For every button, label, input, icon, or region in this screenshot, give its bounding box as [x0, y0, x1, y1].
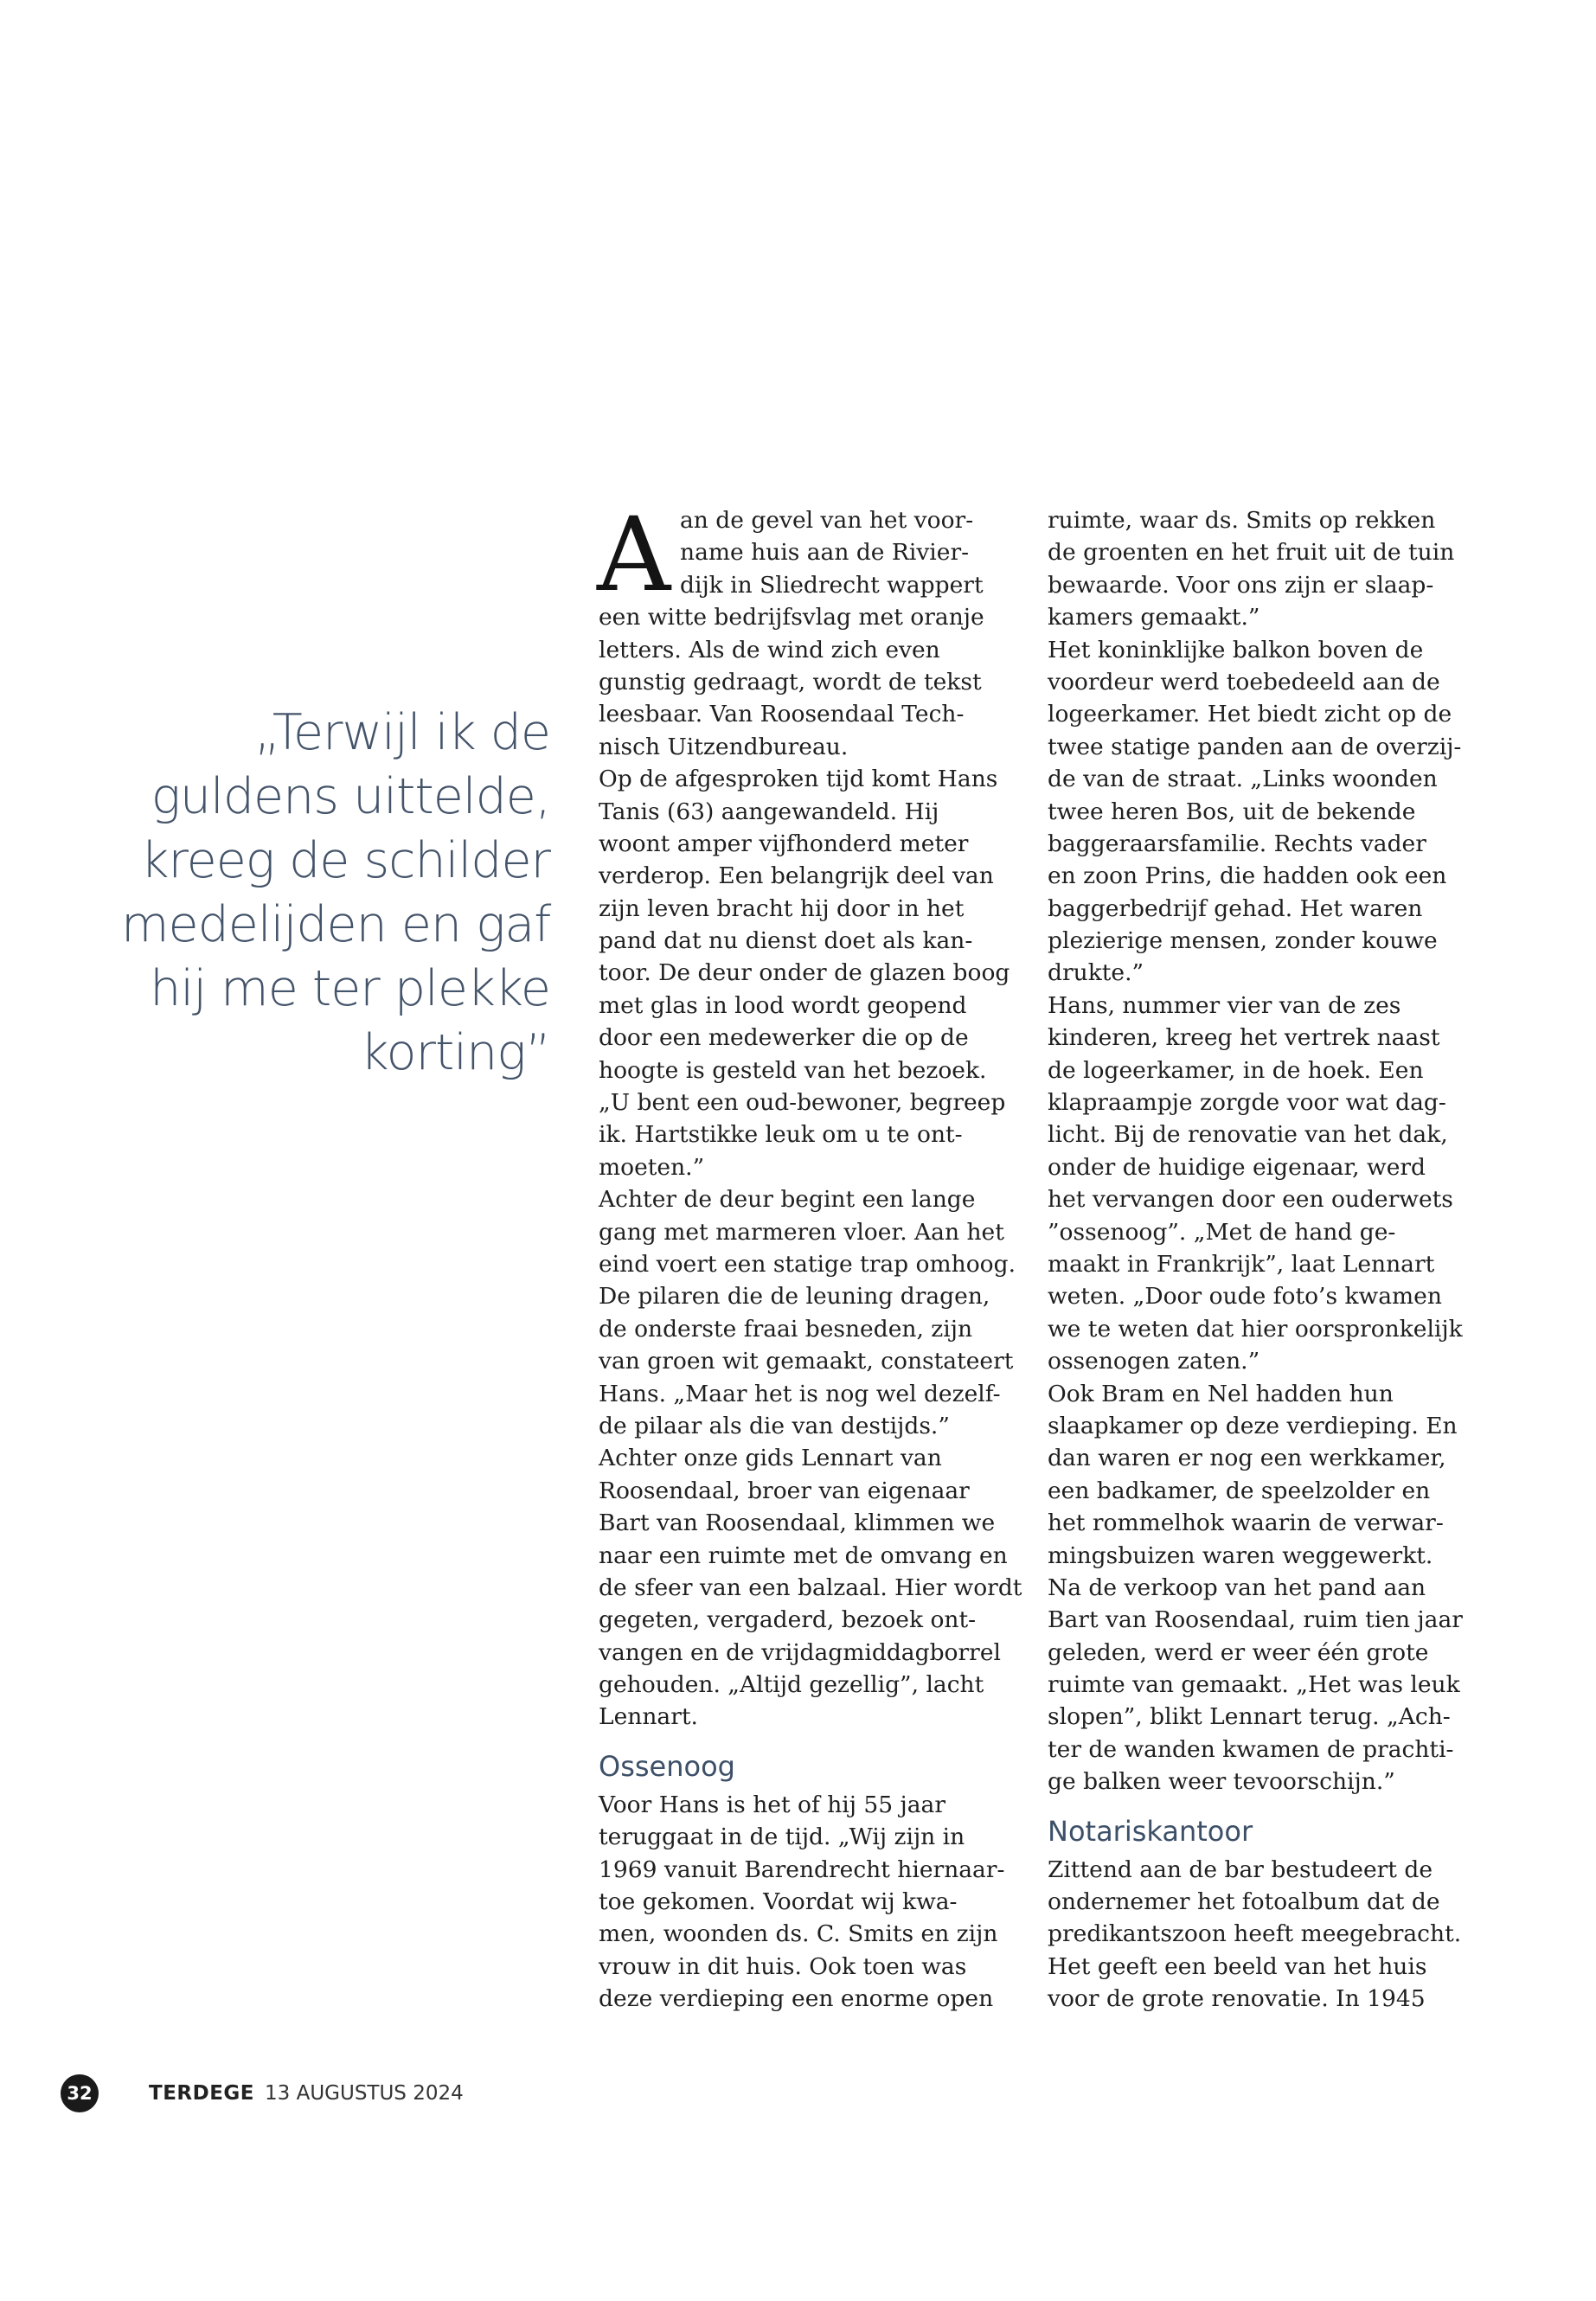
text-line: ge balken weer tevoorschijn.”: [1048, 1768, 1395, 1796]
subheading-ossenoog: Ossenoog: [599, 1749, 735, 1783]
issue-date: 13 AUGUSTUS 2024: [265, 2082, 464, 2105]
pull-quote-line: „Terwijl ik de: [254, 704, 550, 761]
article-column-2: [1048, 504, 1463, 2016]
text-line: Achter de deur begint een lange: [599, 1186, 976, 1214]
text-line: pand dat nu dienst doet als kan-: [599, 927, 973, 955]
text-line: verderop. Een belangrijk deel van: [599, 862, 994, 890]
pull-quote-line: korting”: [360, 1024, 550, 1081]
text-line: dan waren er nog een werkkamer,: [1048, 1445, 1446, 1472]
text-line: van groen wit gemaakt, constateert: [599, 1348, 1014, 1375]
pull-quote: [121, 701, 550, 1085]
drop-cap: A: [597, 495, 671, 614]
text-line: de onderste fraai besneden, zijn: [599, 1315, 973, 1343]
text-line: ondernemer het fotoalbum dat de: [1048, 1888, 1440, 1916]
text-line: vangen en de vrijdagmiddagborrel: [599, 1638, 1001, 1666]
text-line: leesbaar. Van Roosendaal Tech-: [599, 701, 965, 728]
magazine-brand: TERDEGE: [149, 2082, 255, 2105]
text-line: ruimte, waar ds. Smits op rekken: [1048, 507, 1436, 534]
text-line: klapraampje zorgde voor wat dag-: [1048, 1089, 1446, 1117]
text-line: een badkamer, de speelzolder en: [1048, 1477, 1431, 1504]
text-line: voor de grote renovatie. In 1945: [1048, 1985, 1426, 2013]
text-line: licht. Bij de renovatie van het dak,: [1048, 1121, 1448, 1149]
article-body: [599, 1789, 1014, 2016]
text-line: baggerbedrijf gehad. Het waren: [1048, 894, 1423, 922]
text-line: baggeraarsfamilie. Rechts vader: [1048, 830, 1426, 857]
text-line: gunstig gedraagt, wordt de tekst: [599, 668, 982, 695]
text-line: moeten.”: [599, 1153, 705, 1181]
text-line: weten. „Door oude foto’s kwamen: [1048, 1283, 1442, 1311]
text-line: en zoon Prins, die hadden ook een: [1048, 862, 1447, 890]
text-line: Het koninklijke balkon boven de: [1048, 636, 1424, 663]
text-line: Tanis (63) aangewandeld. Hij: [599, 798, 939, 825]
pull-quote-line: medelijden en gaf: [121, 896, 551, 953]
text-line: slopen”, blikt Lennart terug. „Ach-: [1048, 1703, 1451, 1731]
text-line: Na de verkoop van het pand aan: [1048, 1574, 1426, 1601]
text-line: toor. De deur onder de glazen boog: [599, 959, 1010, 987]
article-body: [1048, 1854, 1463, 2016]
text-line: drukte.”: [1048, 959, 1144, 987]
text-line: Zittend aan de bar bestudeert de: [1048, 1856, 1433, 1883]
pull-quote-line: guldens uittelde,: [151, 768, 550, 825]
text-line: kamers gemaakt.”: [1048, 604, 1260, 631]
text-line: logeerkamer. Het biedt zicht op de: [1048, 701, 1452, 728]
text-line: naar een ruimte met de omvang en: [599, 1541, 1008, 1569]
pull-quote-line: hij me ter plekke: [150, 960, 550, 1017]
text-line: zijn leven bracht hij door in het: [599, 894, 965, 922]
text-line: Hans. „Maar het is nog wel dezelf-: [599, 1380, 1001, 1407]
page-footer: [61, 2074, 464, 2112]
text-line: de van de straat. „Links woonden: [1048, 766, 1438, 793]
text-line: met glas in lood wordt geopend: [599, 991, 967, 1019]
page-number-badge: 32: [61, 2074, 99, 2112]
text-line: Ook Bram en Nel hadden hun: [1048, 1380, 1394, 1407]
text-line: vrouw in dit huis. Ook toen was: [599, 1952, 967, 1980]
text-line: deze verdieping een enorme open: [599, 1985, 994, 2013]
text-line: een witte bedrijfsvlag met oranje: [599, 604, 984, 631]
subheading-notariskantoor: Notariskantoor: [1048, 1814, 1253, 1848]
text-line: ik. Hartstikke leuk om u te ont-: [599, 1121, 963, 1149]
text-line: hoogte is gesteld van het bezoek.: [599, 1056, 987, 1084]
text-line: twee heren Bos, uit de bekende: [1048, 798, 1416, 825]
text-line: name huis aan de Rivier-: [680, 539, 970, 567]
text-line: 1969 vanuit Barendrecht hiernaar-: [599, 1856, 1005, 1883]
text-line: plezierige mensen, zonder kouwe: [1048, 927, 1438, 955]
text-line: bewaarde. Voor ons zijn er slaap-: [1048, 571, 1434, 599]
text-line: letters. Als de wind zich even: [599, 636, 940, 663]
text-line: Lennart.: [599, 1703, 698, 1731]
text-line: teruggaat in de tijd. „Wij zijn in: [599, 1823, 965, 1851]
text-line: Roosendaal, broer van eigenaar: [599, 1477, 970, 1504]
text-line: het rommelhok waarin de verwar-: [1048, 1509, 1444, 1537]
text-line: slaapkamer op deze verdieping. En: [1048, 1412, 1458, 1439]
text-line: Bart van Roosendaal, klimmen we: [599, 1509, 996, 1537]
text-line: dijk in Sliedrecht wappert: [680, 571, 984, 599]
text-line: nisch Uitzendbureau.: [599, 733, 849, 760]
text-line: onder de huidige eigenaar, werd: [1048, 1153, 1426, 1181]
text-line: men, woonden ds. C. Smits en zijn: [599, 1920, 998, 1948]
text-line: Voor Hans is het of hij 55 jaar: [599, 1791, 946, 1818]
text-line: „U bent een oud-bewoner, begreep: [599, 1089, 1006, 1117]
text-line: gehouden. „Altijd gezellig”, lacht: [599, 1671, 984, 1699]
text-line: gegeten, vergaderd, bezoek ont-: [599, 1606, 977, 1634]
text-line: ossenogen zaten.”: [1048, 1348, 1260, 1375]
article-intro: [597, 495, 1014, 614]
article-column-1: [597, 495, 1022, 2016]
article-body: [599, 601, 1022, 1734]
text-line: ter de wanden kwamen de prachti-: [1048, 1735, 1454, 1763]
text-line: de sfeer van een balzaal. Hier wordt: [599, 1574, 1022, 1601]
text-line: eind voert een statige trap omhoog.: [599, 1250, 1016, 1278]
text-line: mingsbuizen waren weggewerkt.: [1048, 1541, 1433, 1569]
text-line: Hans, nummer vier van de zes: [1048, 991, 1401, 1019]
text-line: woont amper vijfhonderd meter: [599, 830, 969, 857]
text-line: de pilaar als die van destijds.”: [599, 1412, 950, 1439]
article-body: [1048, 504, 1463, 1798]
text-line: Op de afgesproken tijd komt Hans: [599, 766, 998, 793]
text-line: ”ossenoog”. „Met de hand ge-: [1048, 1218, 1396, 1246]
text-line: ruimte van gemaakt. „Het was leuk: [1048, 1671, 1460, 1699]
text-line: maakt in Frankrijk”, laat Lennart: [1048, 1250, 1435, 1278]
text-line: geleden, werd er weer één grote: [1048, 1638, 1429, 1666]
text-line: Het geeft een beeld van het huis: [1048, 1952, 1427, 1980]
text-line: de groenten en het fruit uit de tuin: [1048, 539, 1455, 567]
text-line: De pilaren die de leuning dragen,: [599, 1283, 990, 1311]
text-line: Bart van Roosendaal, ruim tien jaar: [1048, 1606, 1463, 1634]
text-line: Achter onze gids Lennart van: [599, 1445, 942, 1472]
text-line: an de gevel van het voor-: [680, 507, 974, 534]
text-line: voordeur werd toebedeeld aan de: [1048, 668, 1440, 695]
text-line: toe gekomen. Voordat wij kwa-: [599, 1888, 958, 1916]
text-line: gang met marmeren vloer. Aan het: [599, 1218, 1004, 1246]
text-line: de logeerkamer, in de hoek. Een: [1048, 1056, 1424, 1084]
text-line: kinderen, kreeg het vertrek naast: [1048, 1024, 1440, 1052]
text-line: predikantszoon heeft meegebracht.: [1048, 1920, 1462, 1948]
text-line: we te weten dat hier oorspronkelijk: [1048, 1315, 1463, 1343]
pull-quote-line: kreeg de schilder: [140, 832, 550, 889]
text-line: het vervangen door een ouderwets: [1048, 1186, 1453, 1214]
text-line: door een medewerker die op de: [599, 1024, 969, 1052]
text-line: twee statige panden aan de overzij-: [1048, 733, 1462, 760]
